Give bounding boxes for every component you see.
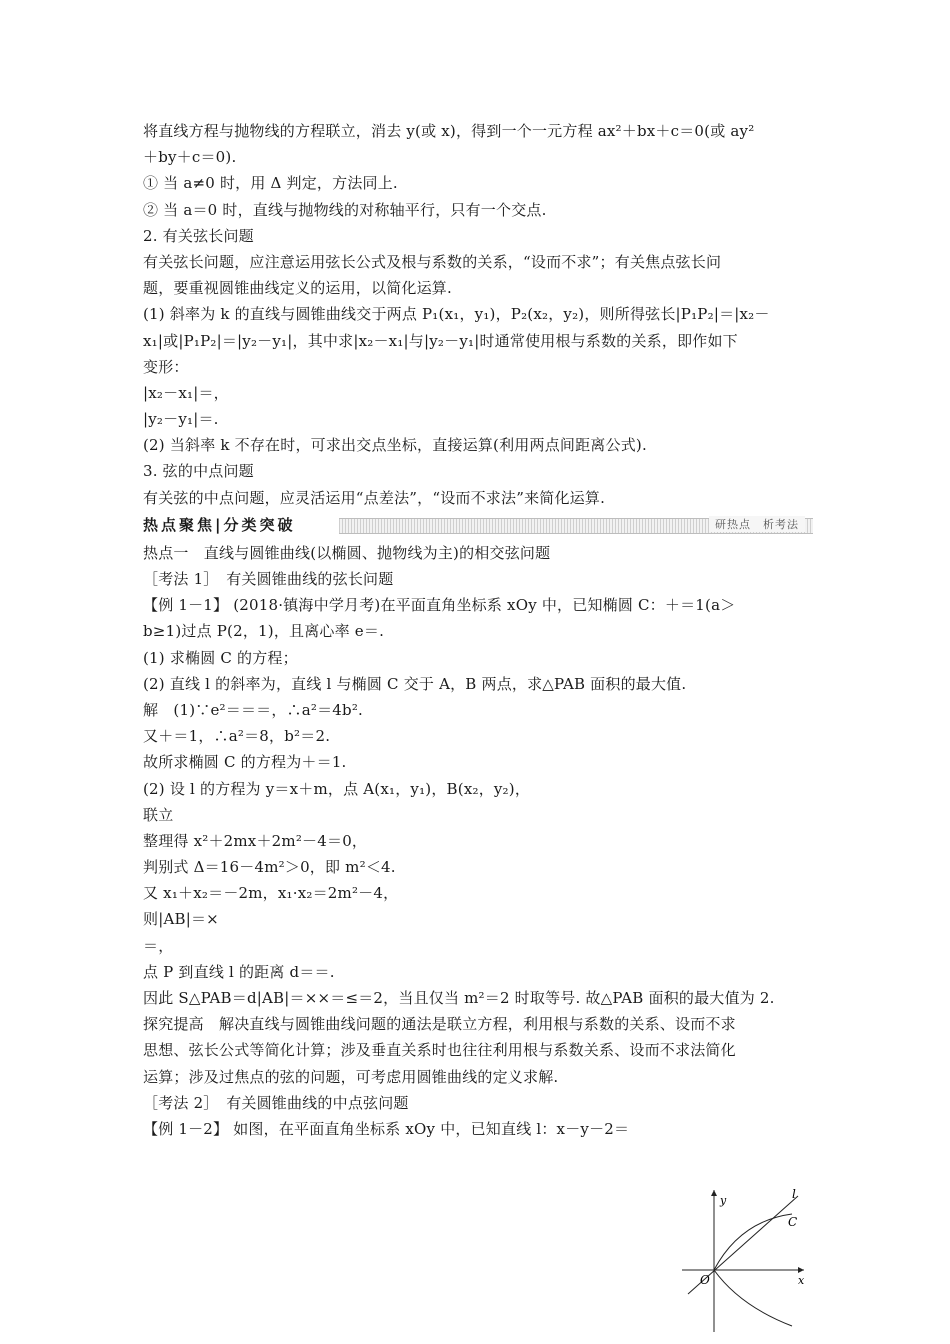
text-line: 因此 S△PAB＝d|AB|＝××＝≤＝2，当且仅当 m²＝2 时取等号. 故△PAB 面积的最大值为 2. [143, 989, 775, 1007]
text-line: |x₂－x₁|＝， [143, 383, 229, 402]
text-line: 【例 1－1】 (2018·镇海中学月考)在平面直角坐标系 xOy 中，已知椭圆 C：＋＝1(a＞ [143, 596, 736, 615]
text-line: 判别式 Δ＝16－4m²＞0，即 m²＜4. [143, 858, 396, 877]
text-line: 【例 1－2】 如图，在平面直角坐标系 xOy 中，已知直线 l：x－y－2＝ [143, 1119, 630, 1138]
text-line: 有关弦的中点问题，应灵活运用“点差法”，“设而不求法”来简化运算. [143, 488, 606, 507]
text-line: (2) 直线 l 的斜率为，直线 l 与椭圆 C 交于 A，B 两点，求△PAB 面积的最大值. [143, 674, 687, 693]
text-line: b≥1)过点 P(2，1)，且离心率 e＝. [143, 622, 385, 641]
text-line: (1) 斜率为 k 的直线与圆锥曲线交于两点 P₁(x₁，y₁)，P₂(x₂，y₂)，则所得弦长|P₁P₂|＝|x₂－ [143, 305, 770, 324]
y-axis-arrow-icon [711, 1190, 717, 1196]
text-line: ［考法 1］ 有关圆锥曲线的弦长问题 [143, 570, 394, 588]
text-line: 联立 [143, 805, 174, 824]
text-line: 变形： [143, 357, 189, 376]
text-line: 故所求椭圆 C 的方程为＋＝1. [143, 753, 347, 772]
coordinate-figure [680, 1186, 810, 1340]
text-line: 探究提高 解决直线与圆锥曲线问题的通法是联立方程，利用根与系数的关系、设而不求 [143, 1015, 736, 1034]
y-axis-label: y [720, 1194, 727, 1207]
banner-tag: 研热点 析考法 [709, 516, 805, 532]
text-line: 解 (1)∵e²＝＝＝，∴a²＝4b². [143, 700, 364, 719]
text-line: 又＋＝1，∴a²＝8，b²＝2. [143, 727, 331, 746]
text-line: (2) 设 l 的方程为 y＝x＋m，点 A(x₁，y₁)，B(x₂，y₂)， [143, 779, 531, 798]
text-line: ① 当 a≠0 时，用 Δ 判定，方法同上. [143, 174, 398, 193]
text-line: (1) 求椭圆 C 的方程； [143, 648, 298, 667]
text-line: 则|AB|＝× [143, 910, 219, 929]
text-line: x₁|或|P₁P₂|＝|y₂－y₁|，其中求|x₂－x₁|与|y₂－y₁|时通常使用根与系数的关系，即作如下 [143, 331, 738, 350]
text-line: 3. 弦的中点问题 [143, 462, 254, 481]
text-line: 热点一 直线与圆锥曲线(以椭圆、抛物线为主)的相交弦问题 [143, 543, 551, 562]
text-line: 2. 有关弦长问题 [143, 226, 254, 245]
text-line: ［考法 2］ 有关圆锥曲线的中点弦问题 [143, 1093, 409, 1112]
text-line: (2) 当斜率 k 不存在时，可求出交点坐标，直接运算(利用两点间距离公式). [143, 436, 647, 455]
text-line: ② 当 a＝0 时，直线与抛物线的对称轴平行，只有一个交点. [143, 200, 547, 219]
text-line: ＝， [143, 936, 174, 955]
text-line: 运算；涉及过焦点的弦的问题，可考虑用圆锥曲线的定义求解. [143, 1067, 559, 1086]
text-line: |y₂－y₁|＝. [143, 410, 219, 429]
text-line: 题，要重视圆锥曲线定义的运用，以简化运算. [143, 279, 452, 298]
text-line: 有关弦长问题，应注意运用弦长公式及根与系数的关系，“设而不求”；有关焦点弦长问 [143, 252, 722, 271]
banner-title: 热点聚焦|分类突破 [143, 514, 301, 535]
text-block-top [143, 118, 813, 511]
curve-label: C [788, 1215, 798, 1229]
text-block-bottom [143, 540, 813, 1142]
text-line: 整理得 x²＋2mx＋2m²－4＝0， [143, 831, 368, 850]
text-line: ＋by＋c＝0). [143, 148, 237, 167]
section-banner [143, 514, 813, 536]
text-line: 点 P 到直线 l 的距离 d＝＝. [143, 962, 335, 981]
text-line: 思想、弦长公式等简化计算；涉及垂直关系时也往往利用根与系数关系、设而不求法简化 [143, 1041, 736, 1060]
text-line: 将直线方程与抛物线的方程联立，消去 y(或 x)，得到一个一元方程 ax²＋bx＋c＝0(或 ay² [143, 122, 755, 140]
document-body [143, 118, 813, 1142]
x-axis-arrow-icon [798, 1267, 804, 1273]
text-line: 又 x₁＋x₂＝－2m，x₁·x₂＝2m²－4， [143, 884, 399, 903]
line-label: l [792, 1187, 796, 1201]
origin-label: O [700, 1273, 710, 1287]
x-axis-label: x [798, 1274, 805, 1287]
